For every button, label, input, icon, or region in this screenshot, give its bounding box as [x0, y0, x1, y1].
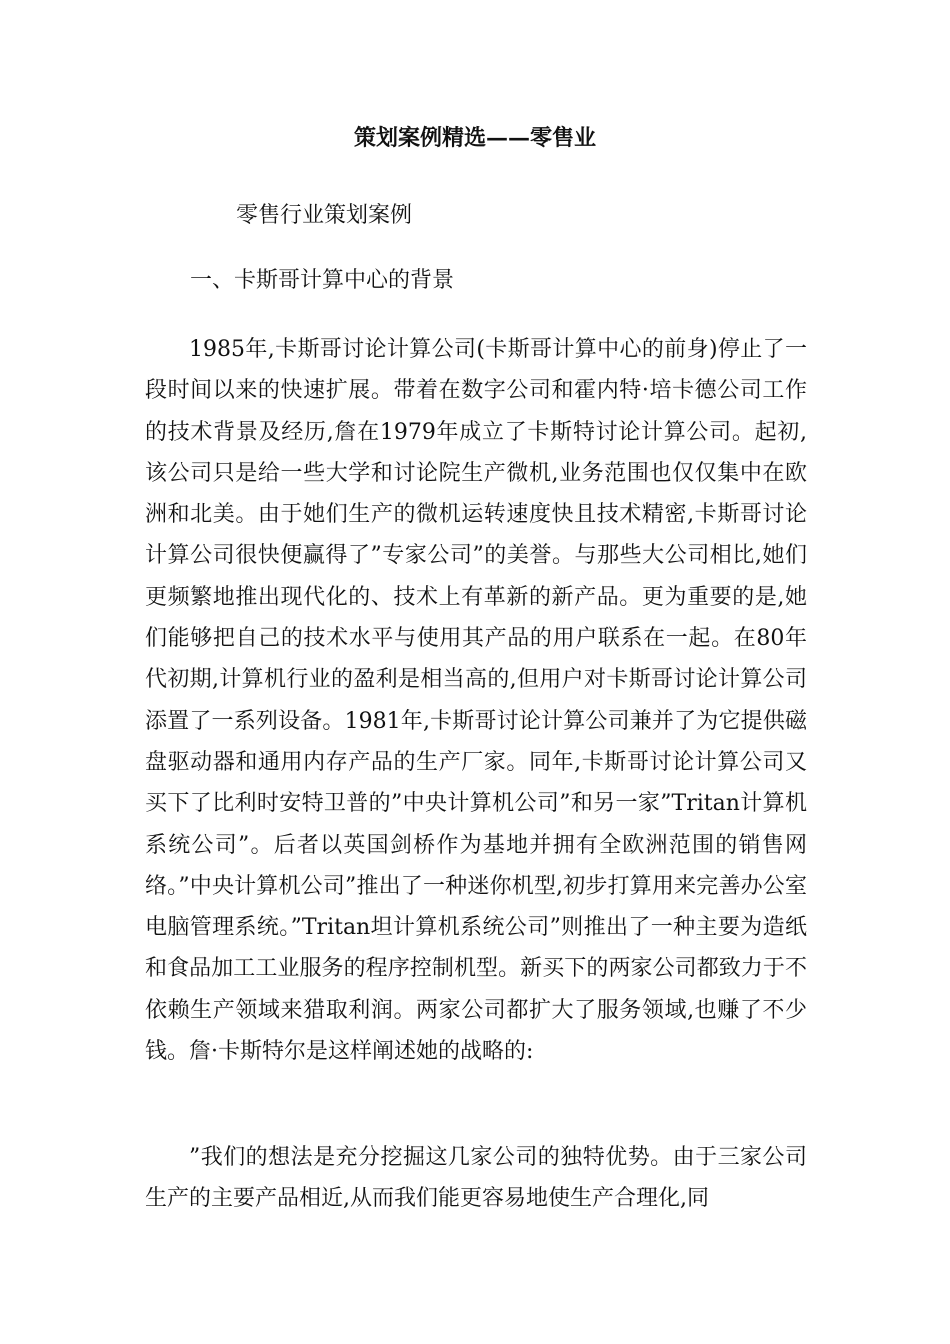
document-subtitle: 零售行业策划案例	[236, 203, 413, 228]
section-heading: 一、卡斯哥计算中心的背景	[190, 268, 455, 293]
body-paragraph: ”我们的想法是充分挖掘这几家公司的独特优势。由于三家公司生产的主要产品相近,从而我们能更容易地使生产合理化,同	[145, 1145, 807, 1212]
body-paragraph: 1985年,卡斯哥讨论计算公司(卡斯哥计算中心的前身)停止了一段时间以来的快速扩展。带着在数字公司和霍内特·培卡德公司工作的技术背景及经历,詹在1979年成立了卡斯特讨论计算公司。起初,该公司只是给一些大学和讨论院生产微机,业务范围也仅仅集中在欧洲和北美。由于她们生产的微机运转速度快且技术精密,卡斯哥讨论计算公司很快便赢得了”专家公司”的美誉。与那些大公司相比,她们更频繁地推出现代化的、技术上有革新的新产品。更为重要的是,她们能够把自己的技术水平与使用其产品的用户联系在一起。在80年代初期,计算机行业的盈利是相当高的,但用户对卡斯哥讨论计算公司添置了一系列设备。1981年,卡斯哥讨论计算公司兼并了为它提供磁盘驱动器和通用内存产品的生产厂家。同年,卡斯哥讨论计算公司又买下了比利时安特卫普的”中央计算机公司”和另一家”Tritan计算机系统公司”。后者以英国剑桥作为基地并拥有全欧洲范围的销售网络。”中央计算机公司”推出了一种迷你机型,初步打算用来完善办公室电脑管理系统。”Tritan坦计算机系统公司”则推出了一种主要为造纸和食品加工工业服务的程序控制机型。新买下的两家公司都致力于不依赖生产领域来猎取利润。两家公司都扩大了服务领域,也赚了不少钱。詹·卡斯特尔是这样阐述她的战略的:	[145, 337, 807, 1065]
document-title: 策划案例精选——零售业	[353, 125, 596, 151]
